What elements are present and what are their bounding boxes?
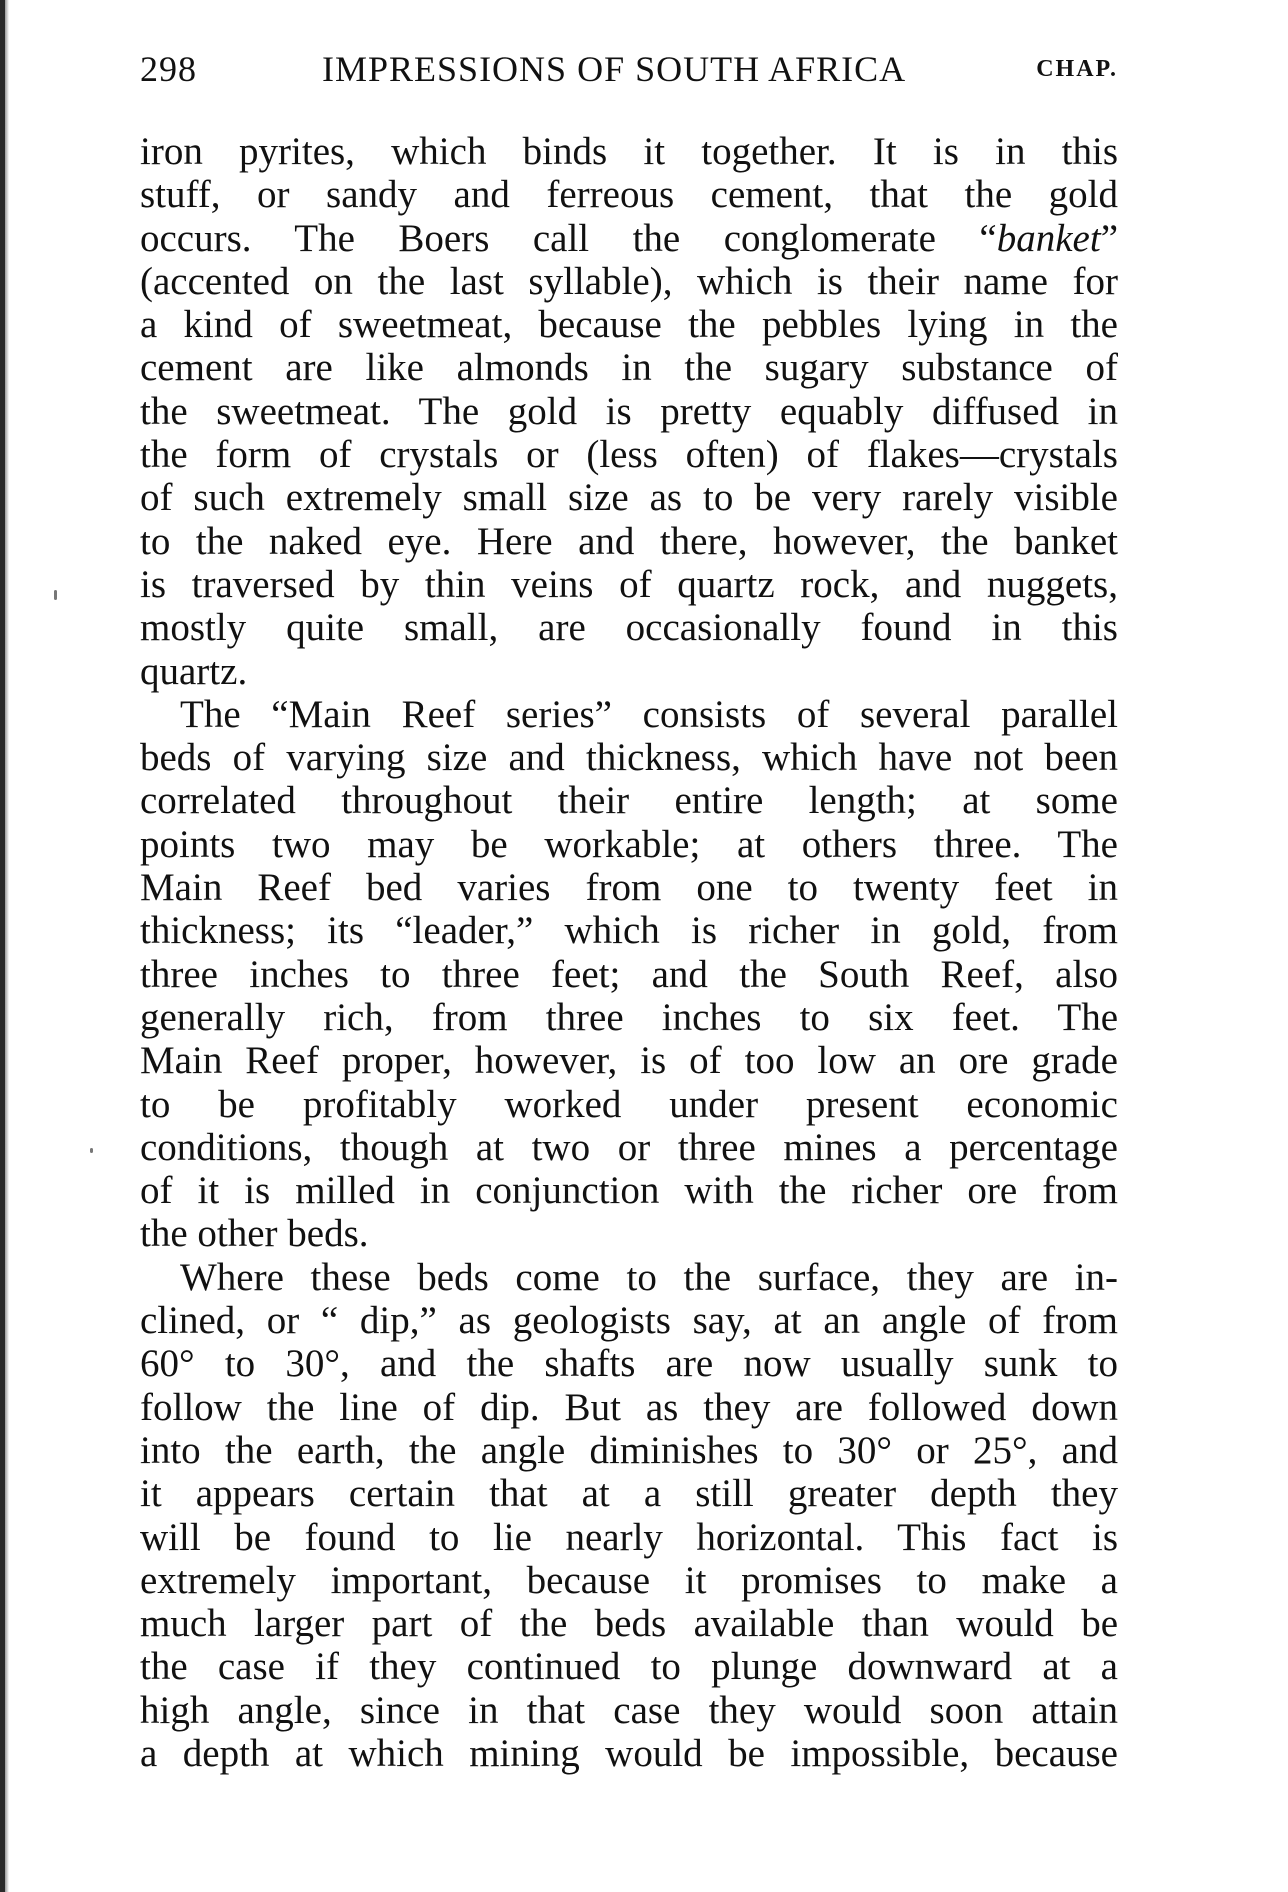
text-line: extremely important, because it promises to make a [140, 1558, 1118, 1602]
text-line: will be found to lie nearly horizontal. This fact is [140, 1515, 1118, 1559]
paragraph-last-line: the other beds. [140, 1212, 369, 1256]
text-line: much larger part of the beds available than would be [140, 1602, 1118, 1646]
text-line: points two may be workable; at others three. The [140, 822, 1118, 866]
text-line: into the earth, the angle diminishes to 30° or 25°, and [140, 1428, 1118, 1472]
text-line: thickness; its “leader,” which is richer in gold, from [140, 909, 1118, 953]
text-line: high angle, since in that case they would soon attain [140, 1688, 1118, 1732]
text-line: the case if they continued to plunge downward at a [140, 1645, 1118, 1689]
text-line: Main Reef proper, however, is of too low an ore grade [140, 1039, 1118, 1083]
text-line: cement are like almonds in the sugary substance of [140, 346, 1118, 390]
paragraph-first-line: The “Main Reef series” consists of several parallel [180, 692, 1118, 736]
paragraph-first-line: Where these beds come to the surface, they are in- [180, 1255, 1118, 1299]
text-line [140, 217, 1118, 260]
closing-quote: ” [1100, 216, 1118, 260]
text-line: stuff, or sandy and ferreous cement, that the gold [140, 173, 1118, 217]
page-number: 298 [140, 49, 197, 89]
text-line: the form of crystals or (less often) of flakes—crystals [140, 433, 1118, 477]
text-line: three inches to three feet; and the South Reef, also [140, 952, 1118, 996]
text-line: a depth at which mining would be impossible, because [140, 1731, 1118, 1775]
text-line: to be profitably worked under present economic [140, 1082, 1118, 1126]
text-line: the sweetmeat. The gold is pretty equably diffused in [140, 389, 1118, 433]
paper-speck [90, 1148, 93, 1153]
text-line: to the naked eye. Here and there, however, the banket [140, 519, 1118, 563]
text-line: iron pyrites, which binds it together. It is in this [140, 130, 1118, 173]
paper-speck [54, 590, 57, 600]
text-line: clined, or “ dip,” as geologists say, at an angle of from [140, 1299, 1118, 1343]
text-line: mostly quite small, are occasionally found in this [140, 606, 1118, 650]
text-line: a kind of sweetmeat, because the pebbles lying in the [140, 303, 1118, 347]
text-line: 60° to 30°, and the shafts are now usually sunk to [140, 1342, 1118, 1386]
text-line: correlated throughout their entire length; at some [140, 779, 1118, 823]
text-line: it appears certain that at a still greater depth they [140, 1472, 1118, 1516]
paragraph-last-line: quartz. [140, 649, 248, 693]
body-text [140, 130, 1118, 1775]
text-line: conditions, though at two or three mines a percentage [140, 1125, 1118, 1169]
text-line: of such extremely small size as to be very rarely visible [140, 476, 1118, 520]
running-header [140, 48, 1118, 98]
text-line: of it is milled in conjunction with the richer ore from [140, 1169, 1118, 1213]
text-line-part: occurs. The Boers call the conglomerate “ [140, 216, 997, 260]
text-line: generally rich, from three inches to six feet. The [140, 995, 1118, 1039]
page-spine-shadow [5, 0, 9, 1892]
text-line: Main Reef bed varies from one to twenty feet in [140, 866, 1118, 910]
text-line: is traversed by thin veins of quartz rock, and nuggets, [140, 562, 1118, 606]
italic-term-banket: banket [996, 216, 1101, 260]
text-line: beds of varying size and thickness, which have not been [140, 736, 1118, 780]
text-line: follow the line of dip. But as they are followed down [140, 1385, 1118, 1429]
text-line: (accented on the last syllable), which is their name for [140, 259, 1118, 303]
chapter-marker: CHAP. [1036, 56, 1118, 82]
running-title: IMPRESSIONS OF SOUTH AFRICA [322, 49, 907, 89]
